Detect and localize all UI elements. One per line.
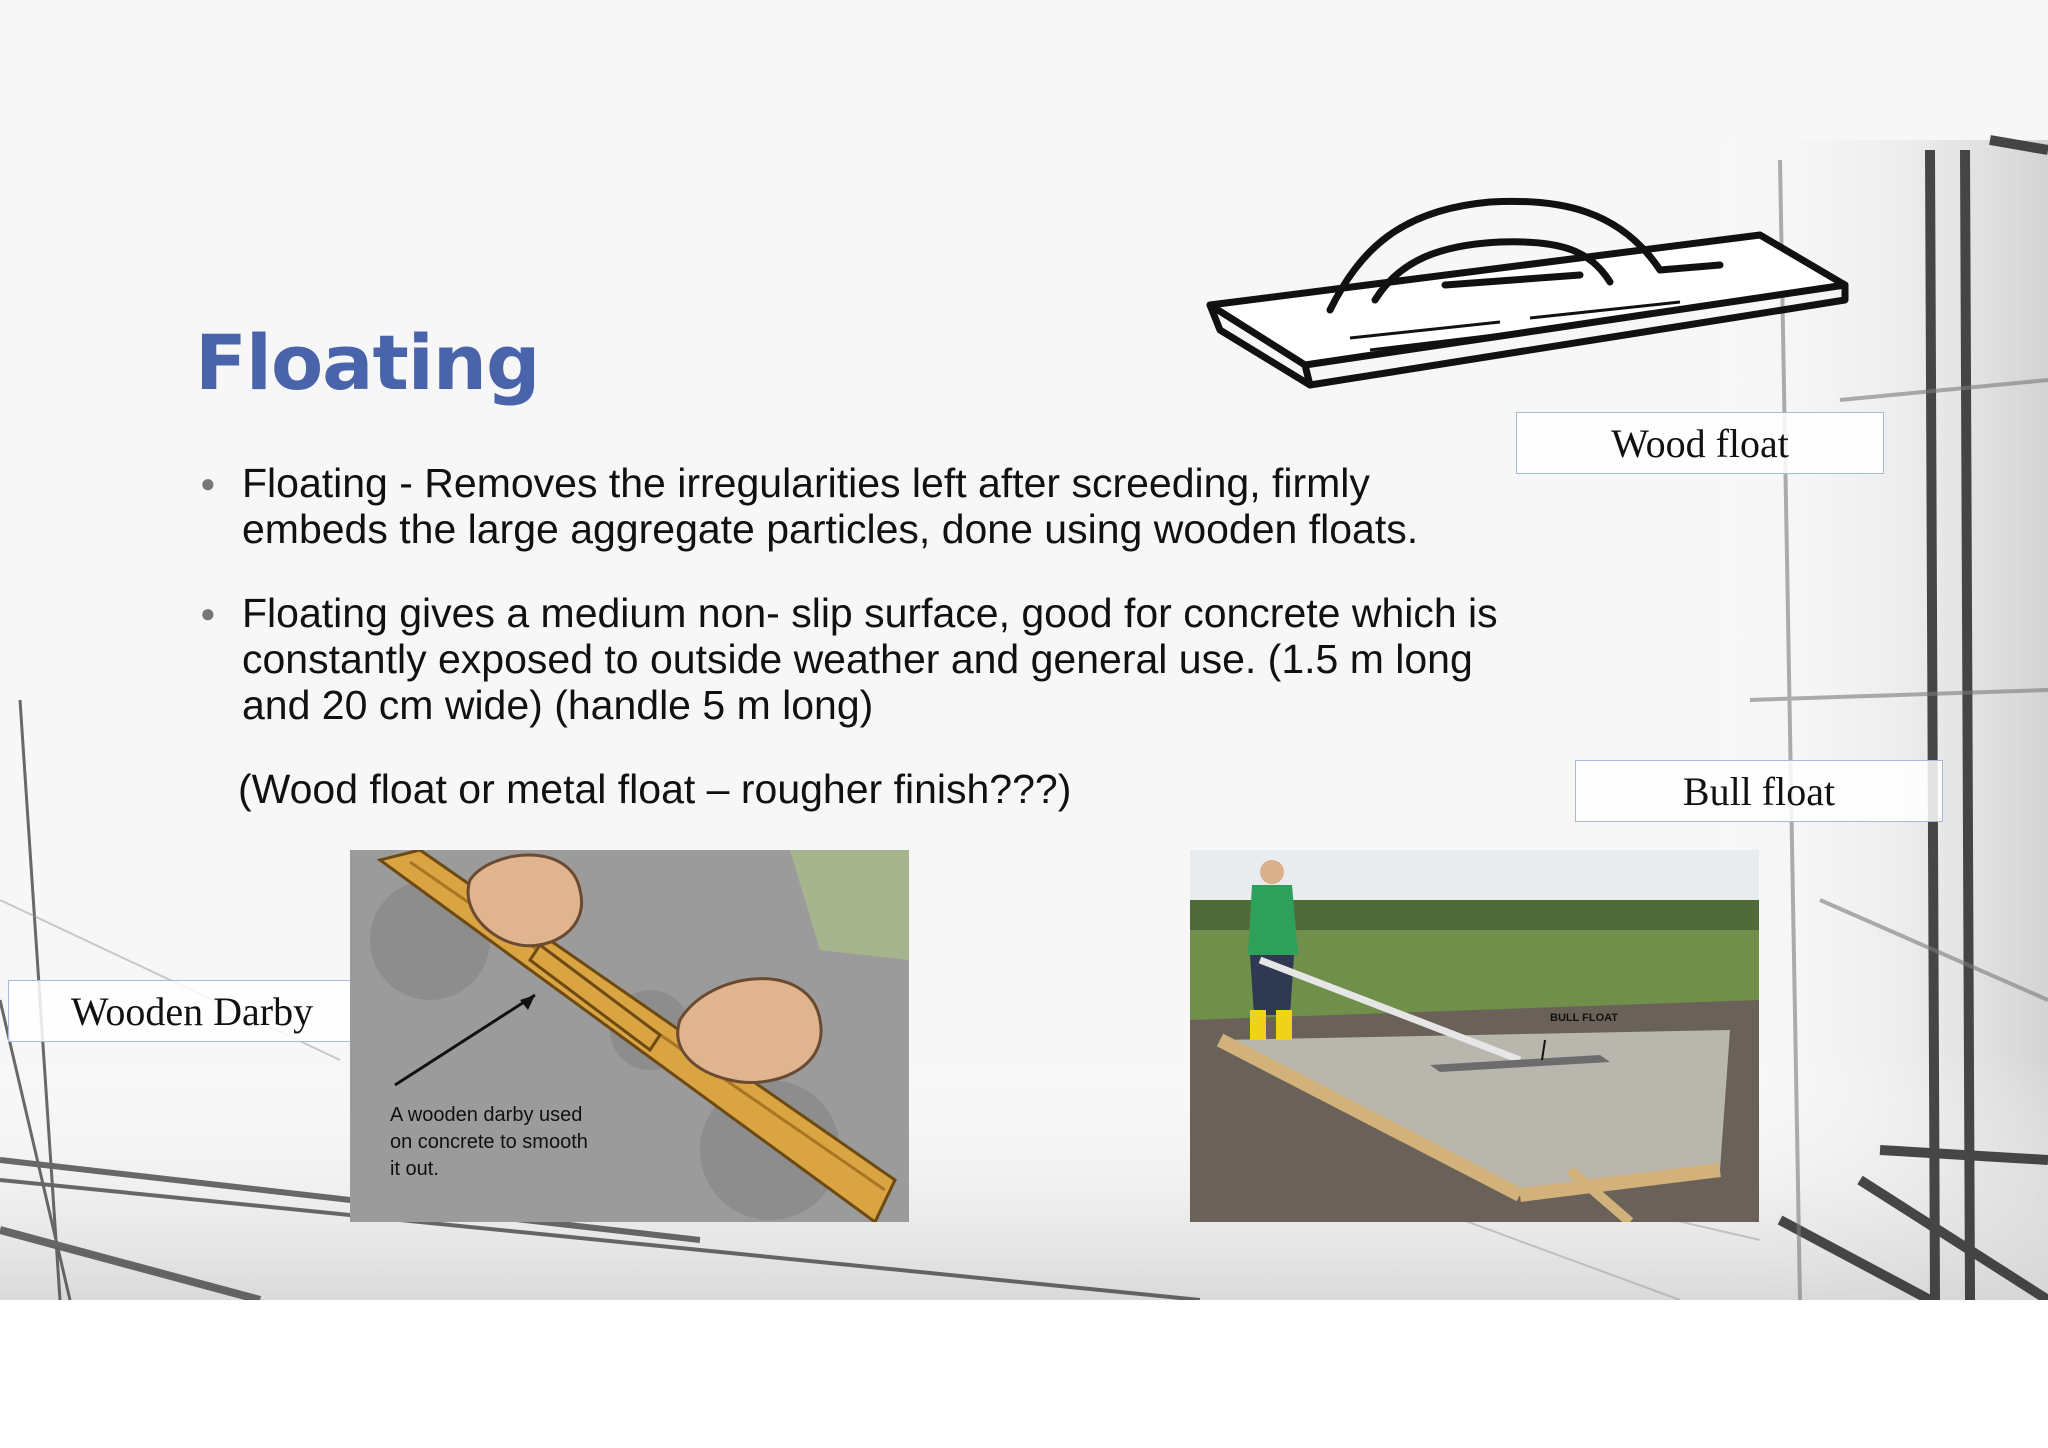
slide-title: Floating	[195, 318, 540, 407]
bullet-item	[200, 590, 1520, 728]
bull-float-photo	[1190, 850, 1759, 1222]
bullet-dot-icon: ●	[200, 598, 216, 628]
bull-float-label: Bull float	[1575, 760, 1943, 822]
wood-float-label: Wood float	[1516, 412, 1884, 474]
bullet-item	[200, 460, 1520, 552]
aside-note: (Wood float or metal float – rougher finish???)	[238, 766, 1072, 812]
bull-float-tag: BULL FLOAT	[1550, 1012, 1619, 1024]
wooden-darby-image	[350, 850, 909, 1222]
bullet-text: Floating gives a medium non- slip surface, good for concrete which is constantly exposed to outside weather and general use. (1.5 m long and 20 cm wide) (handle 5 m long)	[242, 590, 1498, 728]
wood-float-drawing	[1200, 190, 1850, 390]
darby-caption-line: A wooden darby used	[390, 1104, 583, 1126]
darby-caption	[390, 1102, 588, 1183]
darby-caption-line: on concrete to smooth	[390, 1131, 588, 1153]
bullet-dot-icon: ●	[200, 468, 216, 498]
bullet-text: Floating - Removes the irregularities left after screeding, firmly embeds the large aggregate particles, done using wooden floats.	[242, 460, 1419, 552]
bullet-list	[200, 460, 1520, 766]
wooden-darby-label: Wooden Darby	[8, 980, 376, 1042]
darby-caption-line: it out.	[390, 1158, 439, 1180]
bull-float-scene	[1190, 850, 1759, 1222]
